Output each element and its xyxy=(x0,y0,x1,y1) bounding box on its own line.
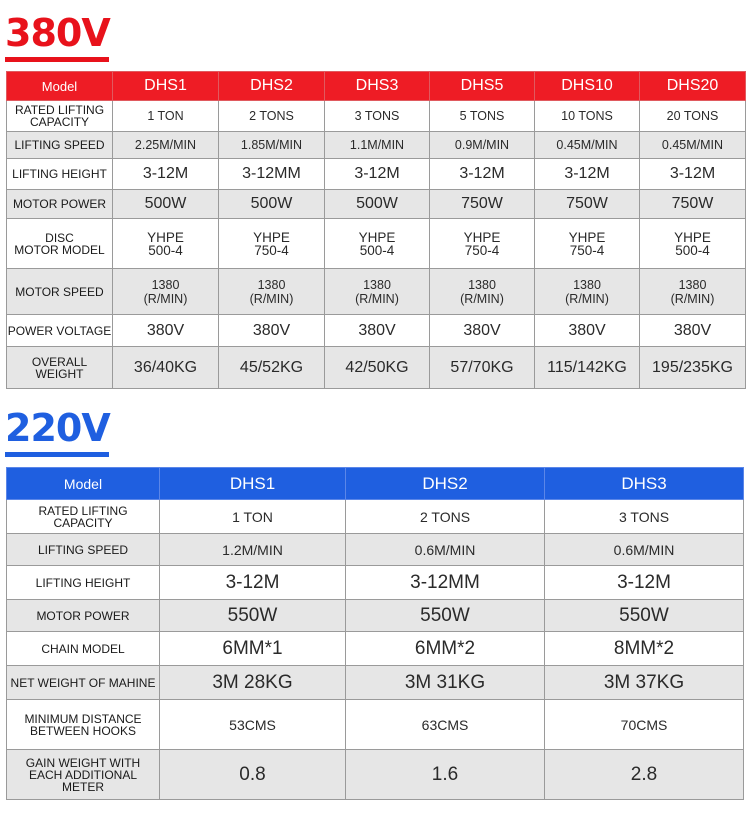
spec-value: 195/235KG xyxy=(640,347,746,389)
row-motor-power xyxy=(7,600,744,632)
model-dhs2: DHS2 xyxy=(346,468,545,500)
spec-value: 3-12MM xyxy=(219,159,325,190)
model-dhs20: DHS20 xyxy=(640,72,746,101)
spec-value: 36/40KG xyxy=(113,347,219,389)
spec-value: 3 TONS xyxy=(545,500,744,534)
spec-value: 380V xyxy=(535,315,640,347)
row-label: NET WEIGHT OF MAHINE xyxy=(7,666,160,700)
spec-value: 1.6 xyxy=(346,750,545,800)
model-dhs1: DHS1 xyxy=(113,72,219,101)
row-label: MOTOR POWER xyxy=(7,600,160,632)
spec-value: 3M 31KG xyxy=(346,666,545,700)
row-rated-lifting-capacity xyxy=(7,500,744,534)
spec-value: 380V xyxy=(430,315,535,347)
spec-value: 1 TON xyxy=(113,101,219,132)
spec-value: 2 TONS xyxy=(346,500,545,534)
spec-value: 0.8 xyxy=(160,750,346,800)
spec-value: 750W xyxy=(430,190,535,219)
row-label: MOTOR SPEED xyxy=(7,269,113,315)
row-disc-motor-model xyxy=(7,219,746,269)
spec-value: 3 TONS xyxy=(325,101,430,132)
spec-value: 550W xyxy=(545,600,744,632)
spec-value: 6MM*2 xyxy=(346,632,545,666)
spec-value: 500W xyxy=(113,190,219,219)
row-gain-weight xyxy=(7,750,744,800)
row-motor-power xyxy=(7,190,746,219)
spec-value: 42/50KG xyxy=(325,347,430,389)
spec-value: 380V xyxy=(325,315,430,347)
spec-value: 3-12M xyxy=(160,566,346,600)
spec-value: 0.45M/MIN xyxy=(535,132,640,159)
model-dhs5: DHS5 xyxy=(430,72,535,101)
spec-value: 380V xyxy=(113,315,219,347)
spec-value: YHPE 750-4 xyxy=(219,219,325,269)
spec-value: 3M 37KG xyxy=(545,666,744,700)
row-lifting-speed xyxy=(7,132,746,159)
spec-value: 500W xyxy=(219,190,325,219)
spec-value: 1380 (R/MIN) xyxy=(535,269,640,315)
row-label: OVERALL WEIGHT xyxy=(7,347,113,389)
spec-value: 53CMS xyxy=(160,700,346,750)
title-underline-220v xyxy=(5,452,109,457)
spec-value: 3-12M xyxy=(535,159,640,190)
spec-value: 380V xyxy=(640,315,746,347)
spec-value: 0.45M/MIN xyxy=(640,132,746,159)
row-label: MINIMUM DISTANCE BETWEEN HOOKS xyxy=(7,700,160,750)
row-label: RATED LIFTING CAPACITY xyxy=(7,500,160,534)
spec-value: 0.6M/MIN xyxy=(346,534,545,566)
model-header: Model xyxy=(7,468,160,500)
row-label: LIFTING SPEED xyxy=(7,534,160,566)
spec-value: 0.6M/MIN xyxy=(545,534,744,566)
spec-value: 750W xyxy=(535,190,640,219)
spec-value: YHPE 750-4 xyxy=(535,219,640,269)
spec-value: 1380 (R/MIN) xyxy=(430,269,535,315)
spec-value: YHPE 750-4 xyxy=(430,219,535,269)
spec-value: 1380 (R/MIN) xyxy=(113,269,219,315)
spec-value: 6MM*1 xyxy=(160,632,346,666)
model-dhs3: DHS3 xyxy=(545,468,744,500)
spec-value: 1380 (R/MIN) xyxy=(219,269,325,315)
row-label: CHAIN MODEL xyxy=(7,632,160,666)
row-label: RATED LIFTING CAPACITY xyxy=(7,101,113,132)
section-title-220v: 220V xyxy=(5,406,110,450)
spec-table-380v xyxy=(6,71,746,389)
model-dhs1: DHS1 xyxy=(160,468,346,500)
spec-value: 550W xyxy=(346,600,545,632)
spec-value: 3-12M xyxy=(545,566,744,600)
spec-value: 3-12M xyxy=(430,159,535,190)
spec-value: YHPE 500-4 xyxy=(113,219,219,269)
row-rated-lifting-capacity xyxy=(7,101,746,132)
spec-value: YHPE 500-4 xyxy=(640,219,746,269)
model-dhs2: DHS2 xyxy=(219,72,325,101)
row-min-distance-hooks xyxy=(7,700,744,750)
spec-value: 57/70KG xyxy=(430,347,535,389)
row-power-voltage xyxy=(7,315,746,347)
spec-value: 2 TONS xyxy=(219,101,325,132)
row-net-weight xyxy=(7,666,744,700)
spec-value: 8MM*2 xyxy=(545,632,744,666)
spec-value: 380V xyxy=(219,315,325,347)
spec-value: 3-12MM xyxy=(346,566,545,600)
model-dhs3: DHS3 xyxy=(325,72,430,101)
title-underline-380v xyxy=(5,57,109,62)
row-chain-model xyxy=(7,632,744,666)
spec-value: 3-12M xyxy=(325,159,430,190)
row-label: GAIN WEIGHT WITH EACH ADDITIONAL METER xyxy=(7,750,160,800)
spec-value: 5 TONS xyxy=(430,101,535,132)
spec-value: YHPE 500-4 xyxy=(325,219,430,269)
model-header: Model xyxy=(7,72,113,101)
spec-value: 1380 (R/MIN) xyxy=(325,269,430,315)
spec-value: 3M 28KG xyxy=(160,666,346,700)
spec-value: 1.2M/MIN xyxy=(160,534,346,566)
spec-value: 2.25M/MIN xyxy=(113,132,219,159)
spec-value: 1380 (R/MIN) xyxy=(640,269,746,315)
spec-value: 10 TONS xyxy=(535,101,640,132)
row-label: LIFTING HEIGHT xyxy=(7,159,113,190)
section-title-380v: 380V xyxy=(5,11,110,55)
row-overall-weight xyxy=(7,347,746,389)
spec-value: 500W xyxy=(325,190,430,219)
spec-value: 3-12M xyxy=(113,159,219,190)
spec-table-220v xyxy=(6,467,744,800)
spec-value: 63CMS xyxy=(346,700,545,750)
row-label: LIFTING SPEED xyxy=(7,132,113,159)
spec-value: 115/142KG xyxy=(535,347,640,389)
row-label: POWER VOLTAGE xyxy=(7,315,113,347)
spec-value: 2.8 xyxy=(545,750,744,800)
spec-value: 750W xyxy=(640,190,746,219)
model-dhs10: DHS10 xyxy=(535,72,640,101)
row-label: MOTOR POWER xyxy=(7,190,113,219)
row-label: DISC MOTOR MODEL xyxy=(7,219,113,269)
spec-value: 45/52KG xyxy=(219,347,325,389)
spec-value: 550W xyxy=(160,600,346,632)
spec-value: 70CMS xyxy=(545,700,744,750)
spec-value: 20 TONS xyxy=(640,101,746,132)
spec-value: 0.9M/MIN xyxy=(430,132,535,159)
spec-value: 1 TON xyxy=(160,500,346,534)
spec-value: 1.1M/MIN xyxy=(325,132,430,159)
spec-value: 1.85M/MIN xyxy=(219,132,325,159)
row-lifting-height xyxy=(7,159,746,190)
row-lifting-speed xyxy=(7,534,744,566)
spec-value: 3-12M xyxy=(640,159,746,190)
row-lifting-height xyxy=(7,566,744,600)
row-label: LIFTING HEIGHT xyxy=(7,566,160,600)
row-motor-speed xyxy=(7,269,746,315)
